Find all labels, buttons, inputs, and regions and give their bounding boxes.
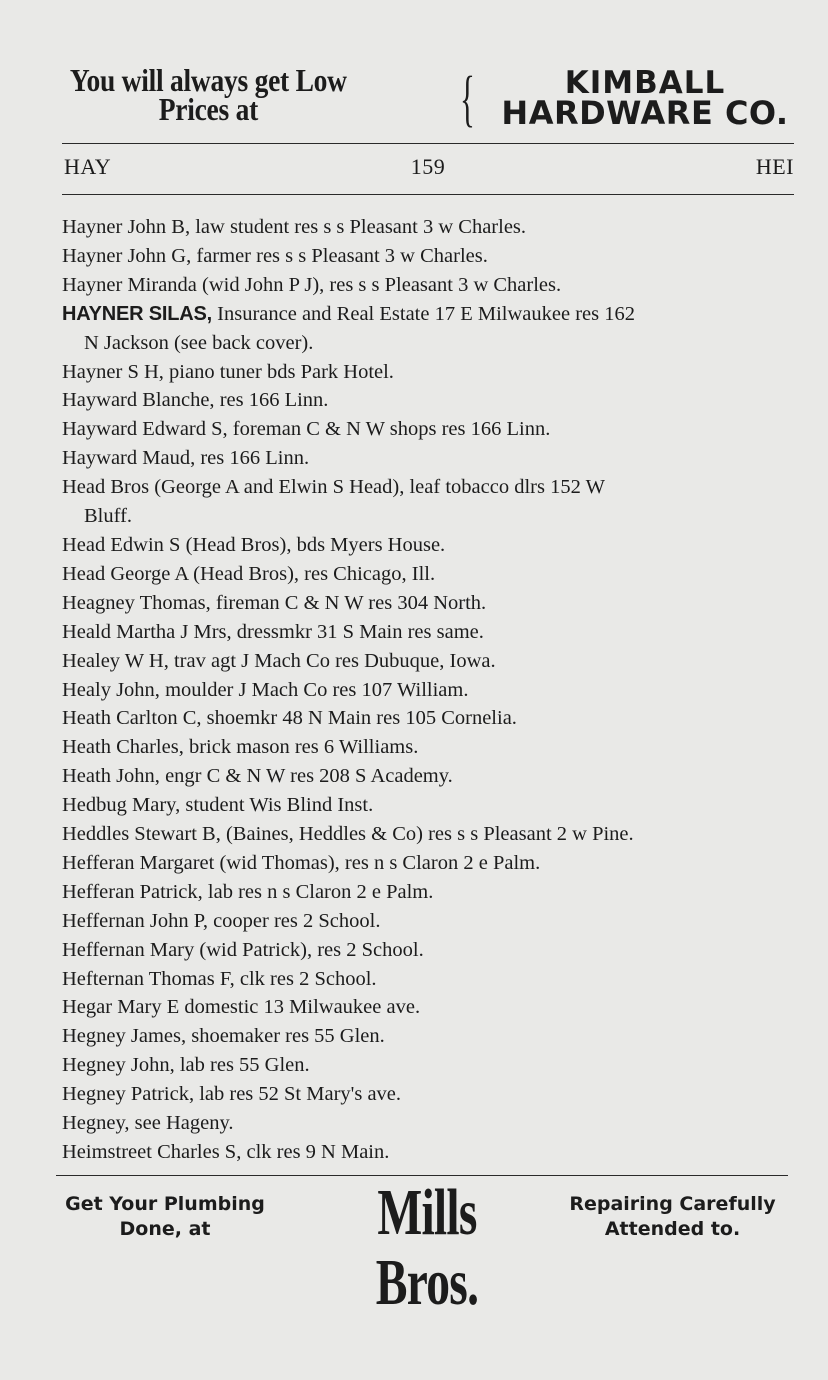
entry-details: fireman C & N W res 304 North.	[210, 591, 487, 614]
entry-continuation: N Jackson (see back cover).	[84, 331, 314, 354]
entry-details: student Wis Blind Inst.	[180, 794, 374, 817]
entry-details: lab res 52 St Mary's ave.	[194, 1083, 402, 1106]
entry-name: Hegar Mary E	[62, 996, 180, 1019]
top-divider	[62, 143, 794, 144]
directory-entry	[62, 300, 797, 358]
entry-name: Hayner John B,	[62, 216, 191, 238]
entry-details: clk res 9 N Main.	[241, 1141, 390, 1163]
entry-details: (George A and Elwin S Head), leaf tobacco dlrs 152 W	[149, 476, 605, 499]
entry-name: Heath Charles,	[62, 736, 184, 759]
entry-name: Hayward Maud,	[62, 447, 196, 470]
entry-details: dressmkr 31 S Main res same.	[231, 620, 484, 643]
page-number: 159	[410, 154, 446, 179]
directory-entry	[62, 704, 797, 733]
bottom-advertisement	[50, 1176, 790, 1319]
directory-entry	[62, 820, 797, 849]
entry-details: shoemaker res 55 Glen.	[186, 1025, 385, 1048]
entry-name: Heath John,	[62, 765, 160, 788]
top-ad-company-line1: KIMBALL	[564, 65, 726, 101]
entry-details: (Baines, Heddles & Co) res s s Pleasant 2 w Pine.	[220, 823, 634, 846]
entry-name: HAYNER SILAS,	[62, 302, 213, 325]
directory-entry	[62, 907, 797, 936]
directory-entry	[62, 791, 797, 820]
entry-details: lab res n s Claron 2 e Palm.	[202, 880, 434, 903]
entry-name: Hayward Blanche,	[62, 389, 215, 412]
entry-name: Heddles Stewart B,	[62, 823, 221, 846]
entry-details: lab res 55 Glen.	[174, 1054, 310, 1077]
bottom-ad-right-line2: Attended to.	[604, 1218, 741, 1240]
entry-name: Heffernan Mary	[62, 938, 195, 961]
entry-name: Healey W H,	[62, 649, 169, 672]
entry-details: farmer res s s Pleasant 3 w Charles.	[191, 244, 488, 267]
entry-name: Hegney,	[62, 1112, 130, 1135]
header-guide-word-right: HEI	[755, 154, 794, 179]
entry-details: cooper res 2 School.	[207, 909, 381, 932]
entry-name: Hayner Miranda	[62, 273, 197, 296]
directory-entry	[62, 733, 797, 762]
entry-details: (wid John P J), res s s Pleasant 3 w Charles.	[196, 273, 562, 296]
bottom-ad-left-line1: Get Your Plumbing	[65, 1193, 265, 1215]
directory-entry	[62, 531, 797, 560]
entry-details: moulder J Mach Co res 107 William.	[159, 678, 469, 701]
entry-name: Hegney Patrick,	[62, 1083, 195, 1106]
directory-entry	[62, 242, 797, 271]
directory-entry	[62, 415, 797, 444]
directory-entry	[62, 618, 797, 647]
directory-entry	[62, 589, 797, 618]
entry-details: (wid Thomas), res n s Claron 2 e Palm.	[214, 851, 541, 874]
top-ad-brace: {	[460, 65, 475, 133]
bottom-ad-right-line1: Repairing Carefully	[569, 1193, 776, 1215]
header-divider	[62, 194, 794, 195]
entry-details: (Head Bros), res Chicago, Ill.	[188, 562, 436, 585]
directory-entry	[62, 1022, 797, 1051]
entry-details: shoemkr 48 N Main res 105 Cornelia.	[201, 707, 517, 730]
entry-name: Head George A	[62, 562, 189, 585]
entry-details: res 166 Linn.	[195, 447, 310, 470]
directory-entry	[62, 358, 797, 387]
directory-entry	[62, 647, 797, 676]
entry-details: engr C & N W res 208 S Academy.	[159, 765, 453, 788]
directory-entry	[62, 271, 797, 300]
directory-entry	[62, 965, 797, 994]
bottom-ad-left-text	[50, 1192, 280, 1242]
bottom-ad-left-line2: Done, at	[119, 1218, 211, 1240]
entry-name: Hayward Edward S,	[62, 418, 228, 441]
entry-name: Head Bros	[62, 476, 150, 499]
entry-continuation: Bluff.	[84, 505, 133, 528]
top-ad-slogan-line1: You will always get Low	[69, 62, 347, 98]
header-guide-word-left: HAY	[64, 154, 112, 179]
directory-entry	[62, 1138, 797, 1167]
entry-details: trav agt J Mach Co res Dubuque, Iowa.	[168, 649, 496, 672]
entry-name: Hefternan Thomas F,	[62, 967, 235, 990]
entry-details: res 166 Linn.	[214, 389, 329, 412]
entry-name: Hefferan Margaret	[62, 851, 215, 874]
directory-entry	[62, 993, 797, 1022]
directory-entry	[62, 1080, 797, 1109]
directory-listing	[62, 213, 797, 1167]
entry-details: piano tuner bds Park Hotel.	[163, 360, 394, 383]
directory-entry	[62, 1051, 797, 1080]
entry-name: Head Edwin S	[62, 533, 181, 556]
directory-entry	[62, 1109, 797, 1138]
directory-entry	[62, 878, 797, 907]
entry-details: domestic 13 Milwaukee ave.	[179, 996, 421, 1019]
entry-details: Insurance and Real Estate 17 E Milwaukee res 162	[212, 302, 635, 325]
directory-entry	[62, 762, 797, 791]
entry-name: Heimstreet Charles S,	[62, 1141, 242, 1163]
entry-name: Heagney Thomas,	[62, 591, 211, 614]
entry-name: Hegney James,	[62, 1025, 187, 1048]
entry-details: see Hageny.	[129, 1112, 234, 1135]
directory-entry	[62, 676, 797, 705]
directory-entry	[62, 560, 797, 589]
directory-entry	[62, 473, 797, 531]
entry-details: law student res s s Pleasant 3 w Charles.	[190, 216, 527, 238]
entry-name: Hayner S H,	[62, 360, 164, 383]
directory-entry	[62, 213, 797, 242]
entry-name: Heald Martha J Mrs,	[62, 620, 232, 643]
top-ad-company-line2: HARDWARE CO.	[501, 94, 789, 132]
entry-details: (wid Patrick), res 2 School.	[194, 938, 424, 961]
top-ad-company	[490, 65, 800, 132]
entry-details: clk res 2 School.	[234, 967, 377, 990]
top-ad-slogan	[60, 62, 357, 127]
entry-name: Hedbug Mary,	[62, 794, 181, 817]
directory-entry	[62, 936, 797, 965]
top-advertisement	[60, 64, 800, 140]
entry-name: Healy John,	[62, 678, 160, 701]
directory-entry	[62, 386, 797, 415]
running-header	[62, 154, 794, 184]
entry-name: Heffernan John P,	[62, 909, 208, 932]
entry-details: brick mason res 6 Williams.	[183, 736, 419, 759]
entry-details: foreman C & N W shops res 166 Linn.	[227, 418, 551, 441]
entry-name: Hayner John G,	[62, 244, 192, 267]
entry-name: Hegney John,	[62, 1054, 175, 1077]
top-ad-slogan-line2: Prices at	[158, 91, 259, 127]
bottom-ad-right-text	[555, 1192, 790, 1242]
bottom-ad-company: Mills Bros.	[375, 1176, 479, 1319]
entry-details: (Head Bros), bds Myers House.	[180, 533, 446, 556]
directory-entry	[62, 444, 797, 473]
directory-entry	[62, 849, 797, 878]
entry-name: Heath Carlton C,	[62, 707, 202, 730]
entry-name: Hefferan Patrick,	[62, 880, 203, 903]
